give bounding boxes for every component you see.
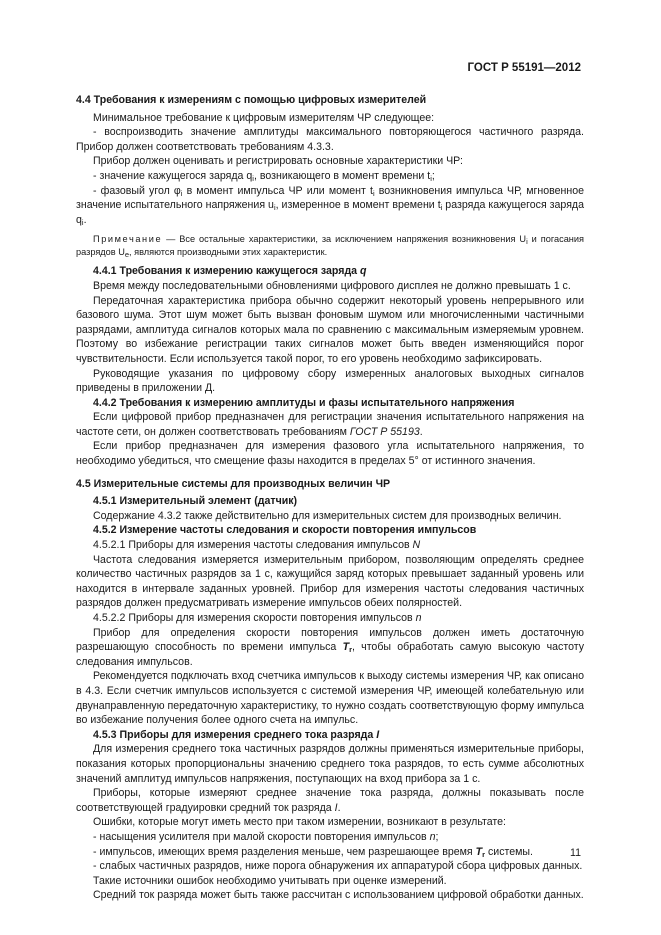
s453-li1: - насыщения усилителя при малой скорости повторения импульсов n; <box>93 830 439 843</box>
page-content <box>76 93 584 903</box>
section-4-5-1-title: 4.5.1 Измерительный элемент (датчик) <box>93 495 298 508</box>
s453-li2: - импульсов, имеющих время разделения меньше, чем разрешающее время $T_r$ системы. <box>93 845 533 859</box>
section-4-4-2-title: 4.4.2 Требования к измерению амплитуды и фазы испытательного напряжения <box>93 396 515 409</box>
s453-p2: Приборы, которые измеряют среднее значение тока разряда, должны показывать после соответствующей градуировки средний ток разряда I. <box>76 787 584 814</box>
s4522-p1: Прибор для определения скорости повторения импульсов должен иметь достаточную разрешающую способность по времени импульса $T_r$, чтобы обработать самую высокую частоту следования импульсов. <box>76 626 584 668</box>
s44-p2: Прибор должен оценивать и регистрировать основные характеристики ЧР: <box>93 155 463 168</box>
section-4-4-title: 4.4 Требования к измерениям с помощью цифровых измерителей <box>76 94 427 106</box>
page-number: 11 <box>570 847 581 859</box>
s4522-title: 4.5.2.2 Приборы для измерения скорости повторения импульсов n <box>93 612 422 624</box>
s4522-p2: Рекомендуется подключать вход счетчика импульсов к выходу системы измерения ЧР, как описано в 4.3. Если счетчик импульсов используется с системой измерения ЧР, имеющей колебательную или двунаправленную передаточную характеристику, то нужно создать соответствующую форму импульса во избежание получения более одного счета на импульс. <box>76 670 584 727</box>
s453-li3: - слабых частичных разрядов, ниже порога обнаружения их аппаратурой сбора цифровых данных. <box>93 860 583 873</box>
s441-p2: Передаточная характеристика прибора обычно содержит некоторый уровень непрерывного или базового шума. Этот шум может быть вызван фоновым шумом или многочисленными частичными разрядами, амплитуда сигналов которых мала по сравнению с максимальным измеряемым уровнем. Поэтому во избежание регистрации таких сигналов может быть введен изменяющийся порог чувствительности. Если используется такой порог, то его уровень необходимо зафиксировать. <box>76 294 584 365</box>
s453-p3: Ошибки, которые могут иметь место при таком измерении, возникают в результате: <box>93 816 506 829</box>
s44-p1: Минимальное требование к цифровым измерителям ЧР следующее: <box>93 111 435 124</box>
s451-p: Содержание 4.3.2 также действительно для измерительных систем для производных величин. <box>93 509 562 522</box>
s441-p1: Время между последовательными обновлениями цифрового дисплея не должно превышать 1 с. <box>93 279 571 292</box>
s441-p3: Руководящие указания по цифровому сбору измеренных аналоговых выходных сигналов приведены в приложении Д. <box>76 367 584 395</box>
s453-p1: Для измерения среднего тока частичных разрядов должны применяться измерительные приборы, показания которых пропорциональны значению среднего тока разрядов, то есть сумме абсолютных значений амплитуд импульсов напряжения, поступающих на вход прибора за 1 с. <box>76 743 584 785</box>
s453-p4: Такие источники ошибок необходимо учитывать при оценке измерений. <box>93 874 447 887</box>
standard-header: ГОСТ Р 55191—2012 <box>467 62 581 74</box>
section-4-5-2-title: 4.5.2 Измерение частоты следования и скорости повторения импульсов <box>93 524 477 537</box>
s44-li3: - фазовый угол $\varphi_i$ в момент импульса ЧР или момент $t_i$ возникновения импульса ЧР, мгновенное значение испытательного напряжения $u_i$, измеренное в момент времени $t_i$ разряда кажущегося заряда $q_i$. <box>76 184 585 227</box>
s44-li2: - значение кажущегося заряда $q_i$, возникающего в момент времени $t_i$; <box>93 169 435 183</box>
s44-li1: - воспроизводить значение амплитуды максимального повторяющегося частичного разряда. Прибор должен соответствовать требованиям 4.3.3. <box>76 126 584 153</box>
s44-note: Примечание — Все остальные характеристики, за исключением напряжения возникновения $U_i$ и погасания разрядов $U_e$, являются производными этих характеристик. <box>76 234 584 259</box>
s442-p1: Если цифровой прибор предназначен для регистрации значения испытательного напряжения на частоте сети, он должен соответствовать требованиям ГОСТ Р 55193. <box>76 411 584 438</box>
section-4-4-1-title: 4.4.1 Требования к измерению кажущегося заряда q <box>93 265 367 278</box>
s4521-title: 4.5.2.1 Приборы для измерения частоты следования импульсов N <box>93 539 421 552</box>
section-4-5-title: 4.5 Измерительные системы для производных величин ЧР <box>76 477 391 490</box>
s4521-p: Частота следования измеряется измерительным прибором, позволяющим определять среднее количество частичных разрядов за 1 с, кажущийся заряд которых превышает заданный уровень или находится в интервале заданных уровней. Прибор для измерения частоты следования частичных разрядов должен предусматривать измерение импульсов обеих полярностей. <box>76 553 584 610</box>
section-4-5-3-title: 4.5.3 Приборы для измерения среднего тока разряда I <box>93 728 380 741</box>
s453-p5: Средний ток разряда может быть также рассчитан с использованием цифровой обработки данных. <box>93 889 584 902</box>
s442-p2: Если прибор предназначен для измерения фазового угла испытательного напряжения, то необходимо убедиться, что смещение фазы находится в пределах 5° от истинного значения. <box>76 440 584 468</box>
